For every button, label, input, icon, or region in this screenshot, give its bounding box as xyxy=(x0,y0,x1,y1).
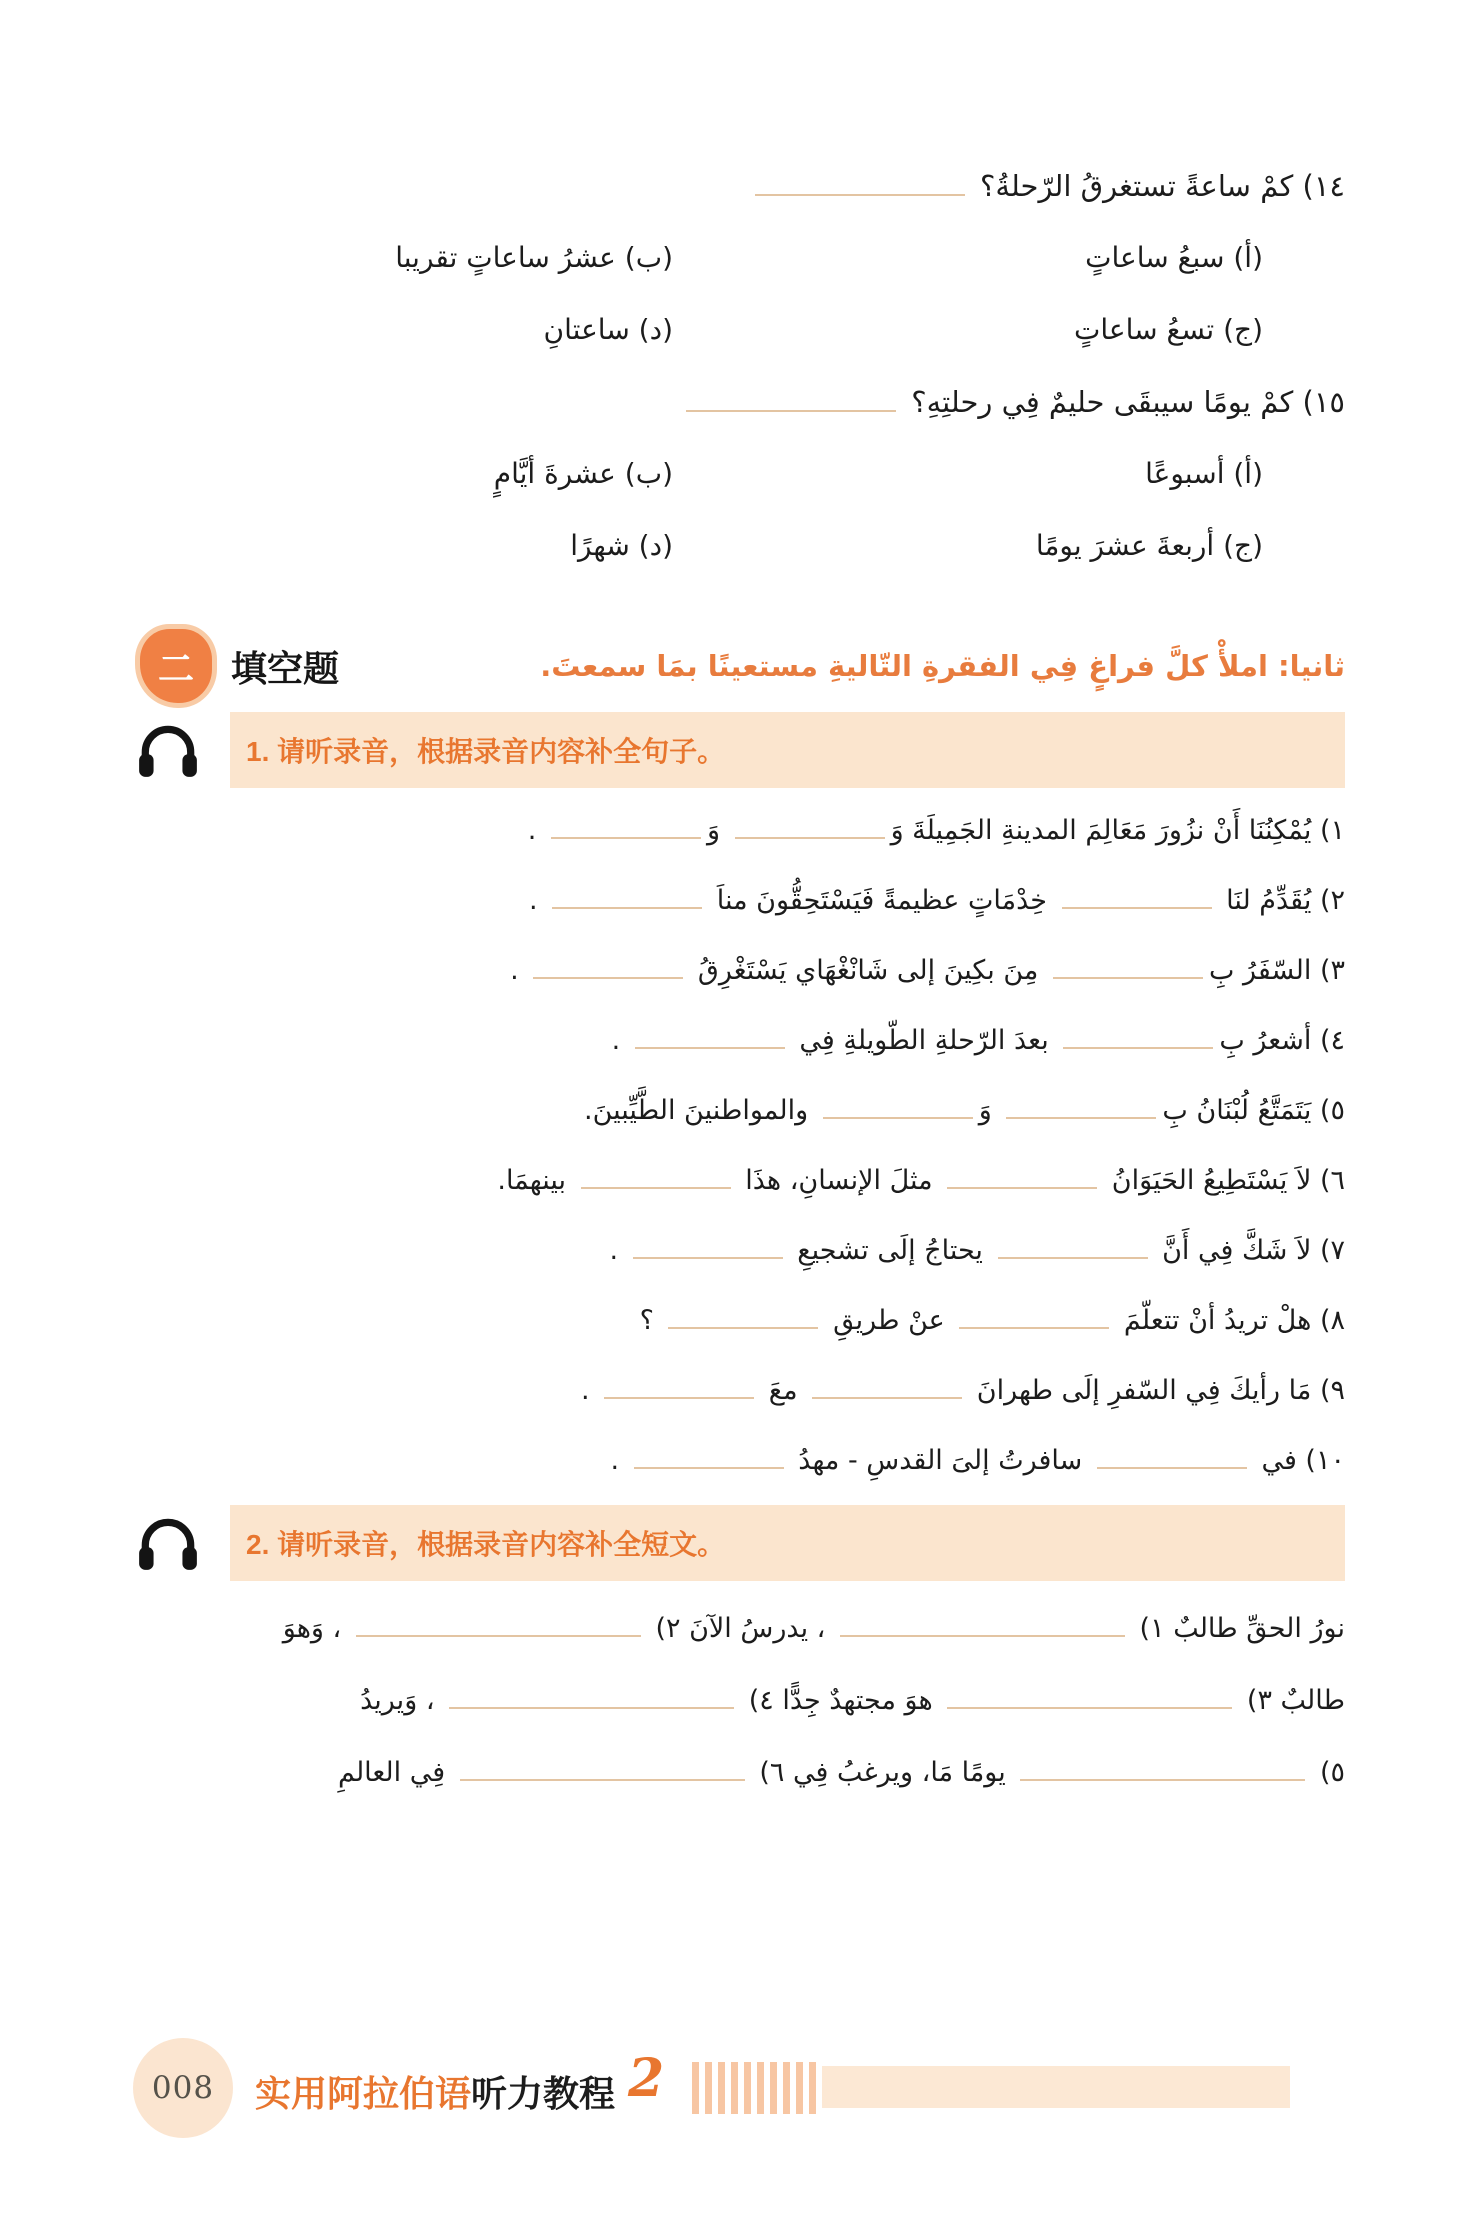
passage-line: نورُ الحقِّ طالبٌ ١) ، يدرسُ الآنَ ٢) ، وَهوَ xyxy=(135,1593,1345,1665)
answer-blank xyxy=(1006,1090,1156,1119)
mcq-question: ١٤) كمْ ساعةً تستغرقُ الرّحلةُ؟ xyxy=(135,150,1345,222)
section-title: 填空题 xyxy=(231,647,340,689)
answer-blank xyxy=(634,1440,784,1469)
listening-mcq-block xyxy=(135,150,1345,582)
page-number: 008 xyxy=(133,2038,233,2138)
sentence-line: ٣) السّفَرُ بِ مِنَ بكِينَ إلى شَانْغْهَاي يَسْتَغْرِقُ . xyxy=(135,936,1345,1006)
task2-banner-row xyxy=(135,1505,1345,1581)
answer-blank xyxy=(947,1160,1097,1189)
mcq-option: (ج) أربعةَ عشرَ يومًا xyxy=(1035,529,1263,562)
answer-blank xyxy=(947,1680,1232,1709)
answer-blank xyxy=(823,1090,973,1119)
answer-blank xyxy=(668,1300,818,1329)
answer-blank xyxy=(1020,1752,1305,1781)
footer-stripes-decoration xyxy=(692,2060,822,2116)
answer-blank xyxy=(1062,880,1212,909)
answer-blank xyxy=(998,1230,1148,1259)
answer-blank xyxy=(533,950,683,979)
answer-blank xyxy=(633,1230,783,1259)
answer-blank xyxy=(449,1680,734,1709)
answer-blank xyxy=(604,1370,754,1399)
mcq-option: (ب) عشرةَ أيَّامٍ xyxy=(493,457,673,490)
passage-line: ٥) يومًا مَا، ويرغبُ فِي ٦) فِي العالمِ xyxy=(135,1737,1345,1809)
answer-blank xyxy=(755,165,965,196)
mcq-option: (ج) تسعُ ساعاتٍ xyxy=(1074,313,1263,346)
sentence-line: ٤) أشعرُ بِ بعدَ الرّحلةِ الطّويلةِ فِي . xyxy=(135,1006,1345,1076)
footer-bar-decoration xyxy=(822,2066,1290,2108)
answer-blank xyxy=(356,1608,641,1637)
task1-banner-row xyxy=(135,712,1345,788)
mcq-option: (ب) عشرُ ساعاتٍ تقريبا xyxy=(395,241,673,274)
task1-banner xyxy=(230,712,1345,788)
answer-blank xyxy=(1097,1440,1247,1469)
book-title-highlight: 实用阿拉伯语 xyxy=(255,2073,472,2114)
sentence-line: ٥) يَتَمَتَّعُ لُبْنَانُ بِ وَ والمواطنينَ الطَّيِّبينَ. xyxy=(135,1076,1345,1146)
section-badge-icon: 二 xyxy=(135,624,217,708)
headphones-icon xyxy=(135,1512,230,1574)
headphones-icon xyxy=(135,719,230,781)
answer-blank xyxy=(552,880,702,909)
textbook-page xyxy=(0,150,1480,2227)
passage-line: طالبٌ ٣) هوَ مجتهدٌ جِدًّا ٤) ، وَيريدُ xyxy=(135,1665,1345,1737)
page-footer xyxy=(0,2038,1480,2148)
task1-heading: 1. 请听录音，根据录音内容补全句子。 xyxy=(246,736,726,767)
volume-number: 2 xyxy=(628,2048,665,2109)
answer-blank xyxy=(635,1020,785,1049)
mcq-option: (د) ساعتانِ xyxy=(543,313,673,346)
answer-blank xyxy=(686,381,896,412)
mcq-option: (د) شهرًا xyxy=(570,529,673,562)
sentence-line: ٢) يُقَدِّمُ لنَا خِدْمَاتٍ عظيمةً فَيَسْتَحِقُّونَ مناَ . xyxy=(135,866,1345,936)
section-instruction: ثانيا: املأْ كلَّ فراغٍ فِي الفقرةِ التّاليةِ مستعينًا بمَا سمعتَ. xyxy=(540,649,1345,683)
task2-banner xyxy=(230,1505,1345,1581)
mcq-options xyxy=(135,438,1345,582)
sentence-line: ١) يُمْكِنُنَا أَنْ نزُورَ مَعَالِمَ المدينةِ الجَمِيلَةَ وَ وَ . xyxy=(135,796,1345,866)
task2-heading: 2. 请听录音，根据录音内容补全短文。 xyxy=(246,1529,726,1560)
answer-blank xyxy=(735,810,885,839)
section-header xyxy=(135,626,1345,706)
book-title-rest: 听力教程 xyxy=(471,2073,616,2114)
sentence-line: ٨) هلْ تريدُ أنْ تتعلّمَ عنْ طريقِ ؟ xyxy=(135,1286,1345,1356)
mcq-option: (أ) أسبوعًا xyxy=(1145,457,1263,490)
mcq-question: ١٥) كمْ يومًا سيبقَى حليمٌ فِي رحلتِهِ؟ xyxy=(135,366,1345,438)
sentence-line: ٩) مَا رأيكَ فِي السّفرِ إلَى طهرانَ معَ . xyxy=(135,1356,1345,1426)
mcq-options xyxy=(135,222,1345,366)
answer-blank xyxy=(460,1752,745,1781)
answer-blank xyxy=(1053,950,1203,979)
book-title xyxy=(255,2066,615,2117)
answer-blank xyxy=(551,810,701,839)
answer-blank xyxy=(1063,1020,1213,1049)
sentence-line: ٦) لاَ يَسْتَطِيعُ الحَيَوَانُ مثلَ الإنسانِ، هذَا بينهمَا. xyxy=(135,1146,1345,1216)
answer-blank xyxy=(840,1608,1125,1637)
answer-blank xyxy=(812,1370,962,1399)
answer-blank xyxy=(581,1160,731,1189)
task2-passage xyxy=(135,1593,1345,1809)
task1-sentence-list xyxy=(135,796,1345,1496)
mcq-option: (أ) سبعُ ساعاتٍ xyxy=(1085,241,1263,274)
sentence-line: ٧) لاَ شَكَّ فِي أَنَّ يحتاجُ إلَى تشجيعِ . xyxy=(135,1216,1345,1286)
answer-blank xyxy=(959,1300,1109,1329)
sentence-line: ١٠) في سافرتُ إلىَ القدسِ - مهدُ . xyxy=(135,1426,1345,1496)
